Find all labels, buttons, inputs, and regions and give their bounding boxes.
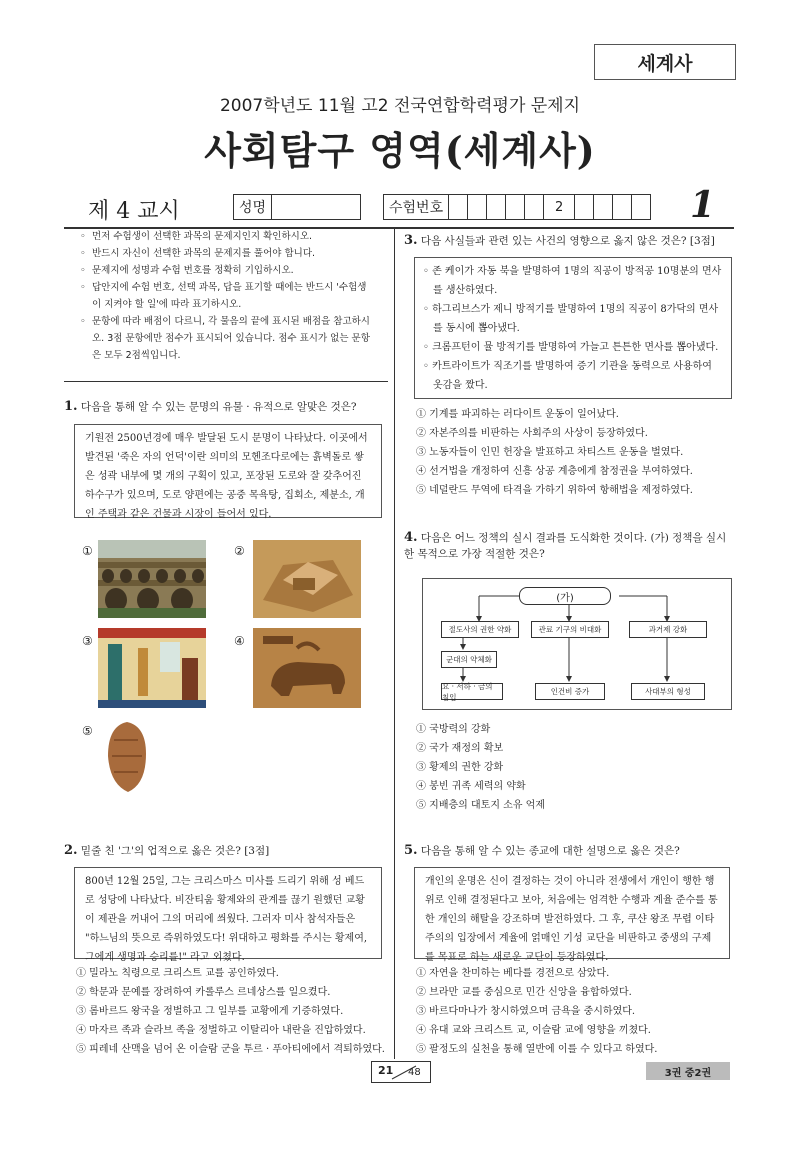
period-label: 제 4 교시 bbox=[88, 199, 180, 224]
option-2-label[interactable]: ② bbox=[234, 544, 245, 558]
footer-page-bottom: 48 bbox=[408, 1067, 421, 1078]
diagram-node: 관료 기구의 비대화 bbox=[531, 621, 609, 638]
question-5-passage: 개인의 운명은 신이 결정하는 것이 아니라 전생에서 개인이 행한 행위로 인해 결정된다고 보아, 처음에는 엄격한 수행과 계율 준수를 통한 개인의 해탈을 강조하며 발전하였다. 그 후, 쿠샨 왕조 무렵 이타주의의 입장에서 계율에 얽매인 기성 교단을 비판하고 중생의 구제를 목표로 하는 새로운 교단이 등장하였다. bbox=[414, 867, 730, 959]
choice-item[interactable]: ① 기계를 파괴하는 러다이트 운동이 일어났다. bbox=[416, 409, 619, 420]
choice-item[interactable]: ⑤ 네덜란드 무역에 타격을 가하기 위하여 항해법을 제정하였다. bbox=[416, 485, 693, 496]
choice-item[interactable]: ① 밀라노 칙령으로 크리스트 교를 공인하였다. bbox=[76, 968, 279, 979]
choice-item[interactable]: ④ 유대 교와 크리스트 교, 이슬람 교에 영향을 끼쳤다. bbox=[416, 1025, 651, 1036]
question-2-choices bbox=[76, 964, 386, 1059]
question-2-text: 밑줄 친 '그'의 업적으로 옳은 것은? [3점] bbox=[80, 845, 270, 857]
diagram-node: 절도사의 권한 약화 bbox=[441, 621, 519, 638]
instruction-item: ◦ 답안지에 수험 번호, 선택 과목, 답을 표기할 때에는 반드시 '수험생이 지켜야 할 일'에 따라 표기하시오. bbox=[80, 279, 370, 313]
choice-item[interactable]: ③ 황제의 권한 강화 bbox=[416, 762, 504, 773]
choice-item[interactable]: ② 학문과 문예를 장려하여 카롤루스 르네상스를 일으켰다. bbox=[76, 987, 331, 998]
volume-badge: 3권 중2권 bbox=[646, 1062, 730, 1080]
instruction-item: ◦ 문항에 따라 배점이 다르니, 각 물음의 끝에 표시된 배점을 참고하시오. 3점 문항에만 점수가 표시되어 있습니다. 점수 표시가 없는 문항은 모두 2점씩입니다. bbox=[80, 313, 370, 364]
choice-item[interactable]: ② 브라만 교를 중심으로 민간 신앙을 융합하였다. bbox=[416, 987, 632, 998]
option-2-image[interactable] bbox=[253, 540, 361, 618]
exam-title-line: 2007학년도 11월 고2 전국연합학력평가 문제지 bbox=[219, 96, 581, 116]
question-4-choices bbox=[416, 720, 734, 815]
choice-item[interactable]: ⑤ 지배층의 대토지 소유 억제 bbox=[416, 800, 545, 811]
diagram-node: 과거제 강화 bbox=[629, 621, 707, 638]
choice-item[interactable]: ① 자연을 찬미하는 베다를 경전으로 삼았다. bbox=[416, 968, 610, 979]
option-1-label[interactable]: ① bbox=[82, 544, 93, 558]
exam-number-label: 수험번호 bbox=[384, 195, 449, 219]
instructions bbox=[80, 228, 370, 364]
choice-item[interactable]: ⑤ 피레네 산맥을 넘어 온 이슬람 군을 투르 · 푸아티에에서 격퇴하였다. bbox=[76, 1044, 385, 1055]
question-3: 3. 다음 사실들과 관련 있는 사건의 영향으로 옳지 않은 것은? [3점] bbox=[404, 233, 715, 248]
question-1-text: 다음을 통해 알 수 있는 문명의 유물 · 유적으로 알맞은 것은? bbox=[80, 401, 357, 413]
question-2-passage: 800년 12월 25일, 그는 크리스마스 미사를 드리기 위해 성 베드로 성당에 나타났다. 비잔티움 황제와의 관계를 끊기 원했던 교황이 제관을 꺼내어 그의 머리에 씌웠다. 그러자 미사 참석자들은 "하느님의 뜻으로 즉위하였도다! 위대하고 평화를 주시는 황제여, 그에게 생명과 승리를!" 라고 외쳤다. bbox=[74, 867, 382, 959]
question-5-text: 다음을 통해 알 수 있는 종교에 대한 설명으로 옳은 것은? bbox=[420, 845, 680, 857]
footer-page-indicator bbox=[371, 1061, 431, 1083]
option-5-label[interactable]: ⑤ bbox=[82, 724, 93, 738]
question-5-choices bbox=[416, 964, 734, 1059]
option-4-label[interactable]: ④ bbox=[234, 634, 245, 648]
choice-item[interactable]: ④ 마자르 족과 슬라브 족을 정벌하고 이탈리아 내란을 진압하였다. bbox=[76, 1025, 366, 1036]
option-4-image[interactable] bbox=[253, 628, 361, 708]
option-1-image[interactable] bbox=[98, 540, 206, 618]
column-divider bbox=[394, 229, 395, 1059]
choice-item[interactable]: ① 국방력의 강화 bbox=[416, 724, 491, 735]
diagram-node: 요 · 서하 · 금의 침입 bbox=[441, 683, 503, 700]
footer-page-top: 21 bbox=[378, 1064, 394, 1077]
question-5: 5. 다음을 통해 알 수 있는 종교에 대한 설명으로 옳은 것은? bbox=[404, 843, 680, 858]
instruction-item: ◦ 반드시 자신이 선택한 과목의 문제지를 풀어야 합니다. bbox=[80, 245, 370, 262]
exam-number-digit: 2 bbox=[544, 195, 575, 219]
page-title: 사회탐구 영역(세계사) bbox=[204, 128, 596, 173]
question-4-text: 다음은 어느 정책의 실시 결과를 도식화한 것이다. (가) 정책을 실시한 목적으로 가장 적절한 것은? bbox=[404, 532, 727, 560]
question-3-passage: ◦ 존 케이가 자동 북을 발명하여 1명의 직공이 방적공 10명분의 면사를 생산하였다. ◦ 하그리브스가 제니 방적기를 발명하여 1명의 직공이 8가닥의 면사를 동시에 뽑아냈다. ◦ 크롬프턴이 뮬 방적기를 발명하여 가늘고 튼튼한 면사를 뽑아냈다. ◦ 카트라이트가 직조기를 발명하여 증기 기관을 동력으로 사용하여 옷감을 짰다. bbox=[414, 257, 732, 399]
question-3-choices bbox=[416, 405, 734, 500]
choice-item[interactable]: ② 자본주의를 비판하는 사회주의 사상이 등장하였다. bbox=[416, 428, 648, 439]
diagram-node: 군대의 약체화 bbox=[441, 651, 497, 668]
question-3-text: 다음 사실들과 관련 있는 사건의 영향으로 옳지 않은 것은? [3점] bbox=[420, 235, 715, 247]
name-label: 성명 bbox=[234, 195, 272, 219]
exam-number-field[interactable] bbox=[383, 194, 651, 220]
option-3-image[interactable] bbox=[98, 628, 206, 708]
diagram-node-top: (가) bbox=[519, 587, 611, 605]
page-number: 1 bbox=[690, 184, 716, 226]
footer-slash bbox=[372, 1062, 430, 1082]
choice-item[interactable]: ③ 바르다마나가 창시하였으며 금욕을 중시하였다. bbox=[416, 1006, 636, 1017]
diagram-node: 사대부의 형성 bbox=[631, 683, 705, 700]
diagram-node: 인건비 증가 bbox=[535, 683, 605, 700]
instruction-item: ◦ 문제지에 성명과 수험 번호를 정확히 기입하시오. bbox=[80, 262, 370, 279]
instruction-item: ◦ 먼저 수험생이 선택한 과목의 문제지인지 확인하시오. bbox=[80, 228, 370, 245]
question-4: 4. 다음은 어느 정책의 실시 결과를 도식화한 것이다. (가) 정책을 실시한 목적으로 가장 적절한 것은? bbox=[404, 530, 727, 560]
choice-item[interactable]: ⑤ 팔정도의 실천을 통해 열반에 이를 수 있다고 하였다. bbox=[416, 1044, 658, 1055]
choice-item[interactable]: ③ 롬바르드 왕국을 정벌하고 그 일부를 교황에게 기증하였다. bbox=[76, 1006, 344, 1017]
subject-tag: 세계사 bbox=[594, 44, 736, 80]
question-1-passage: 기원전 2500년경에 매우 발달된 도시 문명이 나타났다. 이곳에서 발견된 '죽은 자의 언덕'이란 의미의 모헨조다로에는 흙벽돌로 쌓은 성곽 내부에 몇 개의 구획이 있고, 포장된 도로와 잘 갖추어진 하수구가 있으며, 도로 양편에는 공중 목욕탕, 집회소, 제분소, 개인 주택과 같은 건물과 시장이 들어서 있다. bbox=[74, 424, 382, 518]
choice-item[interactable]: ② 국가 재정의 확보 bbox=[416, 743, 504, 754]
question-2: 2. 밑줄 친 '그'의 업적으로 옳은 것은? [3점] bbox=[64, 843, 270, 858]
option-3-label[interactable]: ③ bbox=[82, 634, 93, 648]
option-5-image[interactable] bbox=[102, 718, 152, 796]
choice-item[interactable]: ③ 노동자들이 인민 헌장을 발표하고 차티스트 운동을 벌였다. bbox=[416, 447, 684, 458]
name-field[interactable] bbox=[233, 194, 361, 220]
choice-item[interactable]: ④ 봉빈 귀족 세력의 약화 bbox=[416, 781, 526, 792]
question-1: 1. 다음을 통해 알 수 있는 문명의 유물 · 유적으로 알맞은 것은? bbox=[64, 399, 357, 414]
policy-diagram bbox=[422, 578, 732, 710]
divider bbox=[64, 381, 388, 382]
choice-item[interactable]: ④ 선거법을 개정하여 신흥 상공 계층에게 참정권을 부여하였다. bbox=[416, 466, 693, 477]
